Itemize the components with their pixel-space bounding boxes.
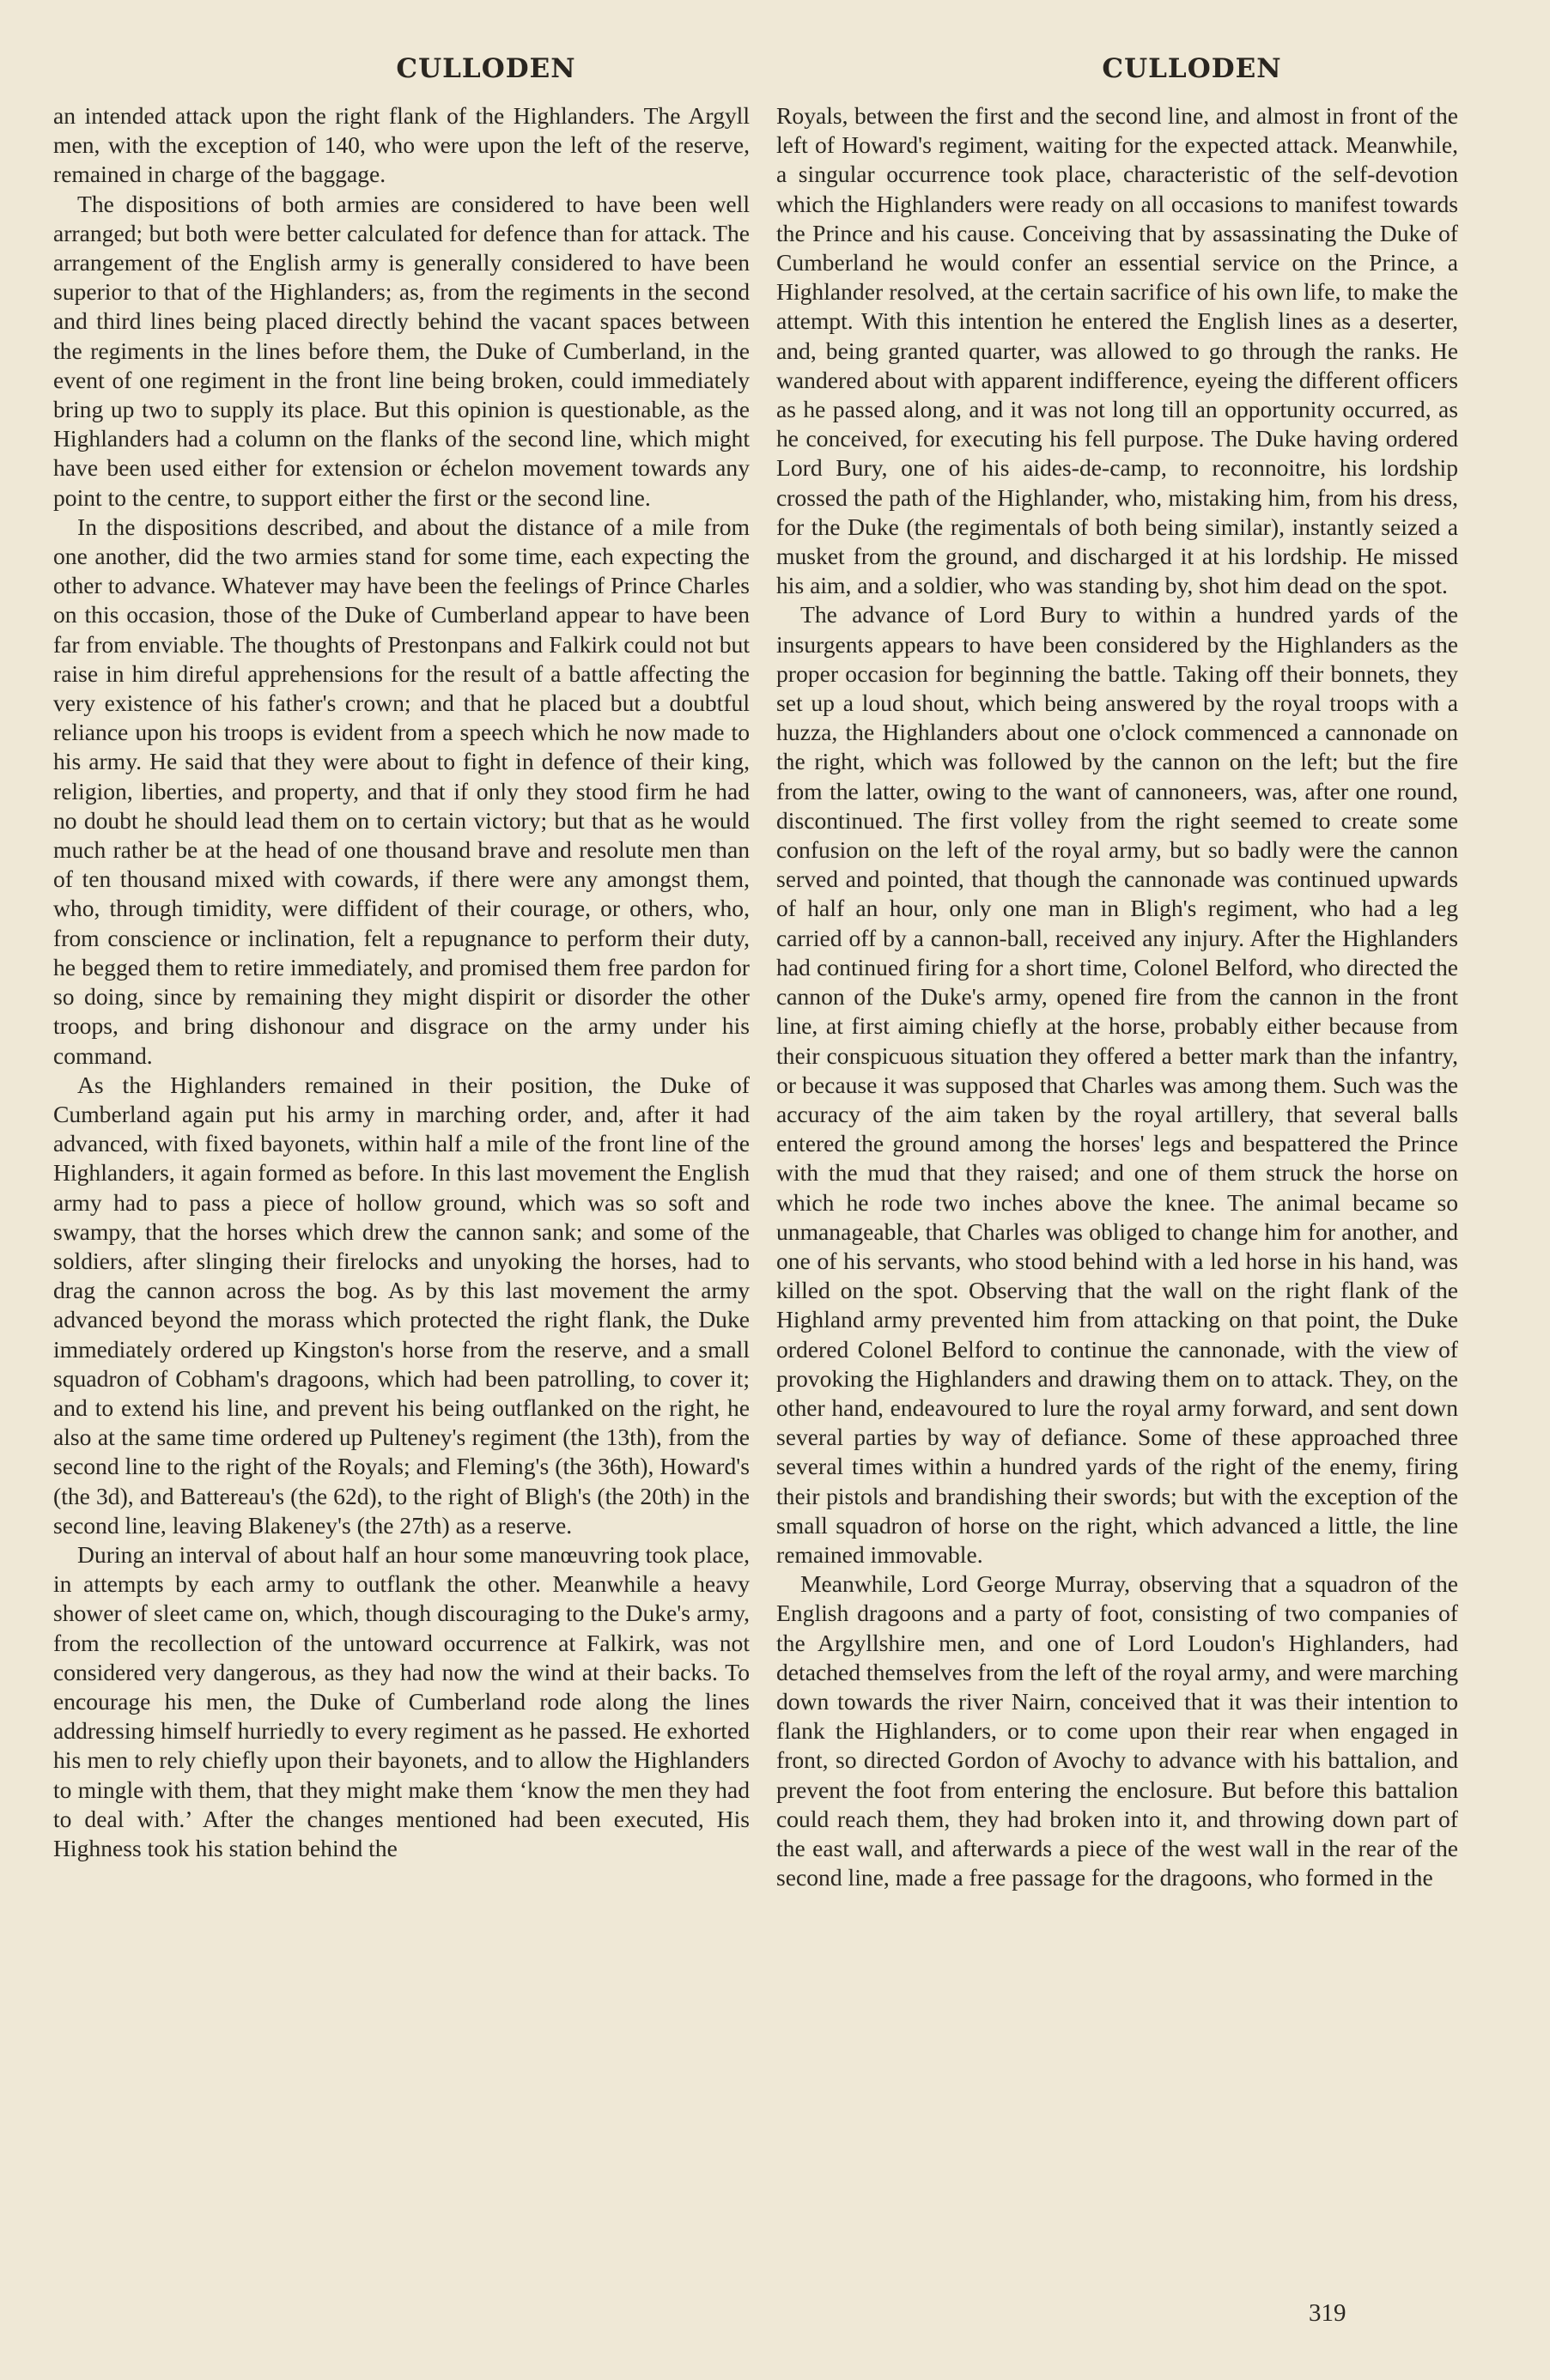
paragraph: Royals, between the first and the second line, and almost in front of the left of Howard's regiment, waiting for the expected attack. Meanwhile, a singular occurrence took place, characteristic of the self-devotion which the Highlanders were ready on all occasions to manifest towards the Prince and his cause. Conceiving that by assassinating the Duke of Cumberland he would confer an essential service on the Prince, a Highlander resolved, at the certain sacrifice of his own life, to make the attempt. With this intention he entered the English lines as a deserter, and, being granted quarter, was allowed to go through the ranks. He wandered about with apparent indifference, eyeing the different officers as he passed along, and it was not long till an opportunity occurred, as he conceived, for executing his fell purpose. The Duke having ordered Lord Bury, one of his aides-de-camp, to reconnoitre, his lordship crossed the path of the Highlander, who, mistaking him, from his dress, for the Duke (the regimentals of both being similar), instantly seized a musket from the ground, and discharged it at his lordship. He missed his aim, and a soldier, who was standing by, shot him dead on the spot.	[776, 102, 1458, 599]
paragraph: In the dispositions described, and about the distance of a mile from one another, did the two armies stand for some time, each expecting the other to advance. Whatever may have been the feelings of Prince Charles on this occasion, those of the Duke of Cumberland appear to have been far from enviable. The thoughts of Prestonpans and Falkirk could not but raise in him direful apprehensions for the result of a battle affecting the very existence of his father's crown; and that he placed but a doubtful reliance upon his troops is evident from a speech which he now made to his army. He said that they were about to fight in defence of their king, religion, liberties, and property, and that if only they stood firm he had no doubt he should lead them on to certain victory; but that as he would much rather be at the head of one thousand brave and resolute men than of ten thousand mixed with cowards, if there were any amongst them, who, through timidity, were diffident of their courage, or others, who, from conscience or inclination, felt a repugnance to perform their duty, he begged them to retire immediately, and promised them free pardon for so doing, since by remaining they might dispirit or disorder the other troops, and bring dishonour and disgrace on the army under his command.	[53, 513, 750, 1069]
paragraph: The dispositions of both armies are considered to have been well arranged; but both were better calculated for defence than for attack. The arrangement of the English army is generally considered to have been superior to that of the Highlanders; as, from the regiments in the second and third lines being placed directly behind the vacant spaces between the regiments in the lines before them, the Duke of Cumberland, in the event of one regiment in the front line being broken, could immediately bring up two to supply its place. But this opinion is questionable, as the Highlanders had a column on the flanks of the second line, which might have been used either for extension or échelon movement towards any point to the centre, to support either the first or the second line.	[53, 190, 750, 511]
column-divider	[761, 101, 762, 2299]
left-column	[53, 101, 750, 1863]
running-head-left: CULLODEN	[396, 53, 576, 84]
right-column	[776, 101, 1458, 1892]
paragraph: As the Highlanders remained in their position, the Duke of Cumberland again put his army in marching order, and, after it had advanced, with fixed bayonets, within half a mile of the front line of the Highlanders, it again formed as before. In this last movement the English army had to pass a piece of hollow ground, which was so soft and swampy, that the horses which drew the cannon sank; and some of the soldiers, after slinging their firelocks and unyoking the horses, had to drag the cannon across the bog. As by this last movement the army advanced beyond the morass which protected the right flank, the Duke immediately ordered up Kingston's horse from the reserve, and a small squadron of Cobham's dragoons, which had been patrolling, to cover it; and to extend his line, and prevent his being outflanked on the right, he also at the same time ordered up Pulteney's regiment (the 13th), from the second line to the right of the Royals; and Fleming's (the 36th), Howard's (the 3d), and Battereau's (the 62d), to the right of Bligh's (the 20th) in the second line, leaving Blakeney's (the 27th) as a reserve.	[53, 1071, 750, 1539]
paragraph: The advance of Lord Bury to within a hundred yards of the insurgents appears to have been considered by the Highlanders as the proper occasion for beginning the battle. Taking off their bonnets, they set up a loud shout, which being answered by the royal troops with a huzza, the Highlanders about one o'clock commenced a cannonade on the right, which was followed by the cannon on the left; but the fire from the latter, owing to the want of cannoneers, was, after one round, discontinued. The first volley from the right seemed to create some confusion on the left of the royal army, but so badly were the cannon served and pointed, that though the cannonade was continued upwards of half an hour, only one man in Bligh's regiment, who had a leg carried off by a cannon-ball, received any injury. After the Highlanders had continued firing for a short time, Colonel Belford, who directed the cannon of the Duke's army, opened fire from the cannon in the front line, at first aiming chiefly at the horse, probably either because from their conspicuous situation they offered a better mark than the infantry, or because it was supposed that Charles was among them. Such was the accuracy of the aim taken by the royal artillery, that several balls entered the ground among the horses' legs and bespattered the Prince with the mud that they raised; and one of them struck the horse on which he rode two inches above the knee. The animal became so unmanageable, that Charles was obliged to change him for another, and one of his servants, who stood behind with a led horse in his hand, was killed on the spot. Observing that the wall on the right flank of the Highland army prevented him from attacking on that point, the Duke ordered Colonel Belford to continue the cannonade, with the view of provoking the Highlanders and drawing them on to attack. They, on the other hand, endeavoured to lure the royal army forward, and sent down several parties by way of defiance. Some of these approached three several times within a hundred yards of the right of the enemy, firing their pistols and brandishing their swords; but with the exception of the small squadron of horse on the right, which advanced a little, the line remained immovable.	[776, 601, 1458, 1568]
paragraph: Meanwhile, Lord George Murray, observing that a squadron of the English dragoons and a party of foot, consisting of two companies of the Argyllshire men, and one of Lord Loudon's Highlanders, had detached themselves from the left of the royal army, and were marching down towards the river Nairn, conceived that it was their intention to flank the Highlanders, or to come upon their rear when engaged in front, so directed Gordon of Avochy to advance with his battalion, and prevent the foot from entering the enclosure. But before this battalion could reach them, they had broken into it, and throwing down part of the east wall, and afterwards a piece of the west wall in the rear of the second line, made a free passage for the dragoons, who formed in the	[776, 1570, 1458, 1891]
paragraph: an intended attack upon the right flank of the Highlanders. The Argyll men, with the exception of 140, who were upon the left of the reserve, remained in charge of the baggage.	[53, 102, 750, 188]
page-number: 319	[1309, 2299, 1346, 2327]
paragraph: During an interval of about half an hour some manœuvring took place, in attempts by each army to outflank the other. Meanwhile a heavy shower of sleet came on, which, though discouraging to the Duke's army, from the recollection of the untoward occurrence at Falkirk, was not considered very dangerous, as they had now the wind at their backs. To encourage his men, the Duke of Cumberland rode along the lines addressing himself hurriedly to every regiment as he passed. He exhorted his men to rely chiefly upon their bayonets, and to allow the Highlanders to mingle with them, that they might make them ‘know the men they had to deal with.’ After the changes mentioned had been executed, His Highness took his station behind the	[53, 1540, 750, 1861]
running-head-right: CULLODEN	[1102, 53, 1282, 84]
